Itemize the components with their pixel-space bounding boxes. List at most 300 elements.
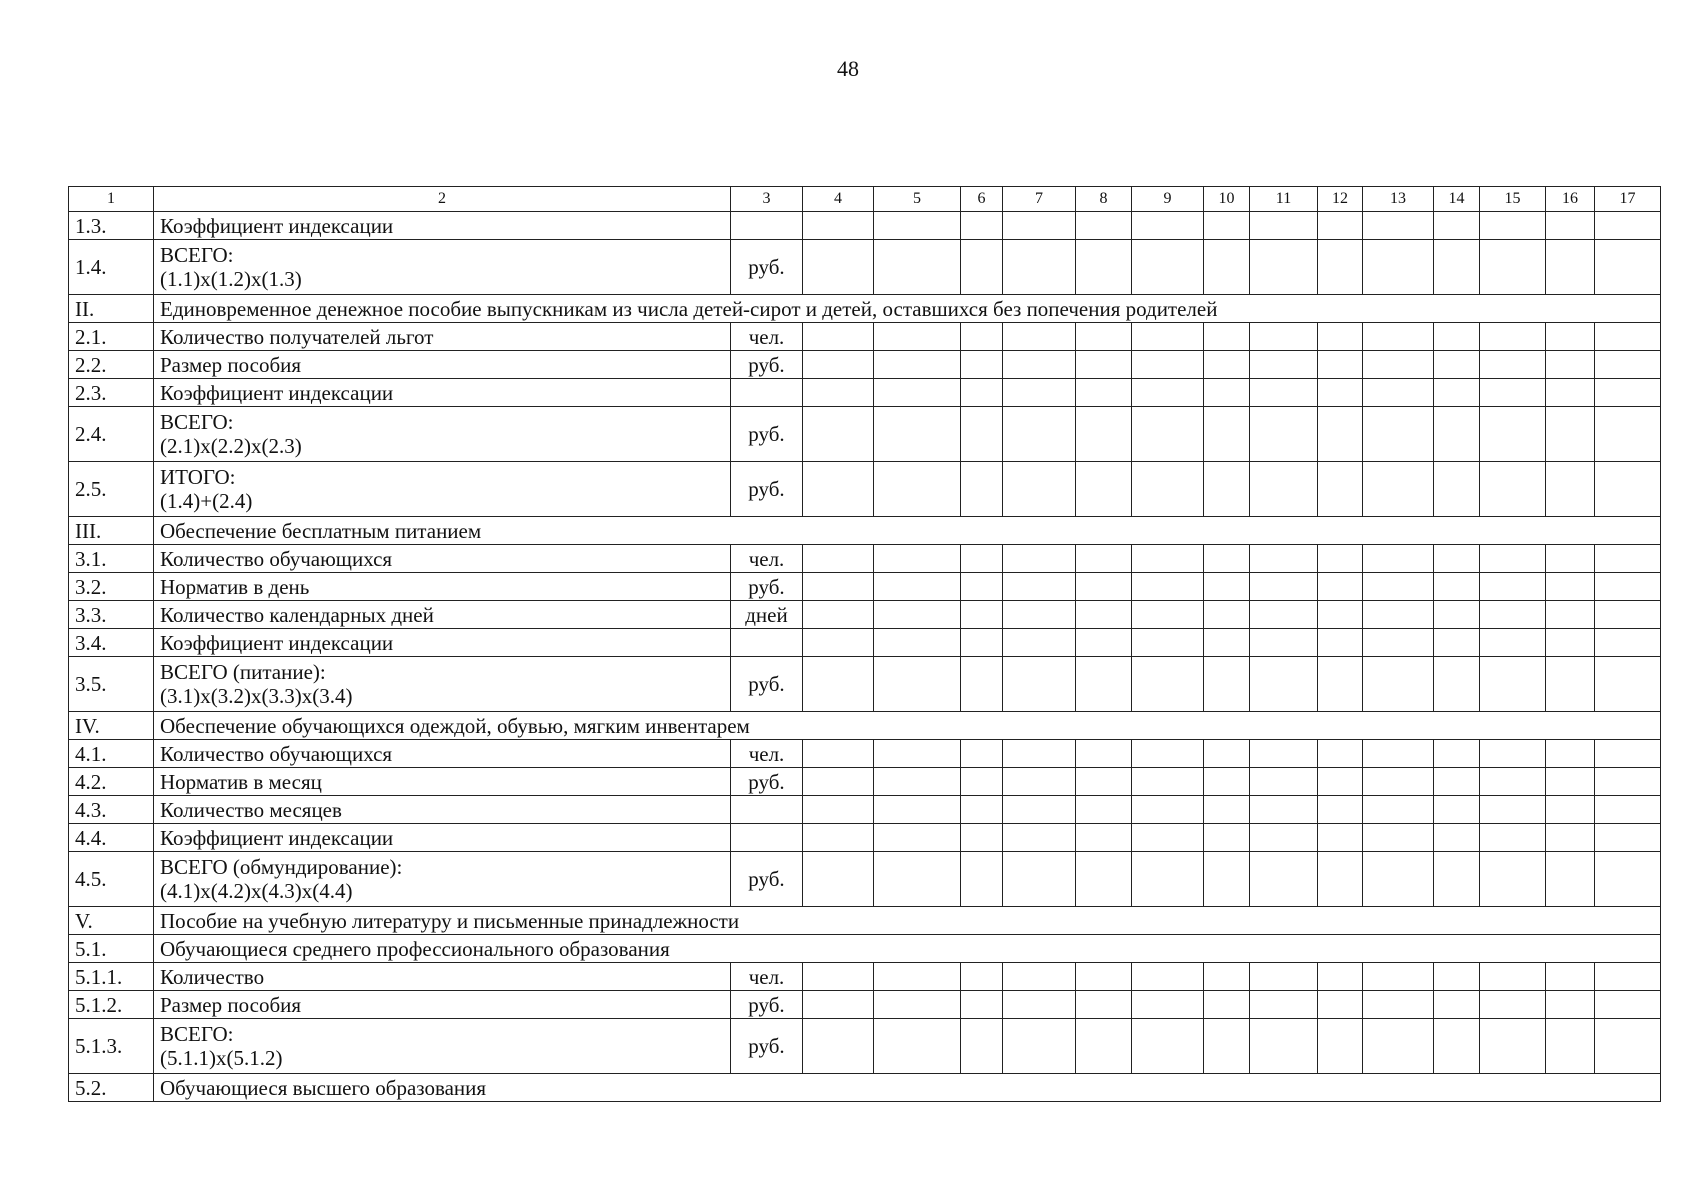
value-cell <box>1546 796 1595 824</box>
value-cell <box>1595 351 1661 379</box>
value-cell <box>803 545 874 573</box>
value-cell <box>1318 407 1363 462</box>
unit-cell: дней <box>731 601 803 629</box>
value-cell <box>803 963 874 991</box>
value-cell <box>961 212 1003 240</box>
value-cell <box>1076 991 1132 1019</box>
row-label-text: Количество обучающихся <box>160 546 393 571</box>
unit-cell: руб. <box>731 240 803 295</box>
value-cell <box>1204 657 1250 712</box>
value-cell <box>1132 212 1204 240</box>
value-cell <box>1204 796 1250 824</box>
row-label-text: ВСЕГО: <box>160 410 234 434</box>
value-cell <box>1546 351 1595 379</box>
value-cell <box>1318 379 1363 407</box>
value-cell <box>1480 462 1546 517</box>
value-cell <box>874 462 961 517</box>
value-cell <box>1076 657 1132 712</box>
value-cell <box>1480 796 1546 824</box>
table-row <box>69 796 1661 824</box>
unit-cell: руб. <box>731 462 803 517</box>
row-formula: (1.4)+(2.4) <box>160 489 253 513</box>
value-cell <box>803 824 874 852</box>
value-cell <box>803 462 874 517</box>
value-cell <box>1434 323 1480 351</box>
value-cell <box>803 1019 874 1074</box>
value-cell <box>1546 407 1595 462</box>
value-cell <box>1132 796 1204 824</box>
value-cell <box>1318 991 1363 1019</box>
row-label <box>154 240 731 295</box>
column-header: 5 <box>874 187 961 212</box>
value-cell <box>1480 545 1546 573</box>
table-row <box>69 768 1661 796</box>
value-cell <box>874 963 961 991</box>
value-cell <box>1480 852 1546 907</box>
value-cell <box>1003 407 1076 462</box>
value-cell <box>1204 573 1250 601</box>
value-cell <box>1204 545 1250 573</box>
value-cell <box>1204 991 1250 1019</box>
value-cell <box>1076 824 1132 852</box>
value-cell <box>803 991 874 1019</box>
value-cell <box>1250 240 1318 295</box>
value-cell <box>1132 657 1204 712</box>
value-cell <box>1546 573 1595 601</box>
value-cell <box>1003 740 1076 768</box>
value-cell <box>1132 629 1204 657</box>
column-header: 9 <box>1132 187 1204 212</box>
row-label-text: Количество календарных дней <box>160 602 434 627</box>
value-cell <box>1204 824 1250 852</box>
row-label <box>154 462 731 517</box>
value-cell <box>1595 323 1661 351</box>
value-cell <box>1318 657 1363 712</box>
column-header: 3 <box>731 187 803 212</box>
value-cell <box>874 407 961 462</box>
value-cell <box>1546 740 1595 768</box>
value-cell <box>961 796 1003 824</box>
value-cell <box>1132 740 1204 768</box>
row-number: 2.1. <box>69 323 154 351</box>
value-cell <box>1076 407 1132 462</box>
value-cell <box>1132 407 1204 462</box>
value-cell <box>803 629 874 657</box>
value-cell <box>1546 545 1595 573</box>
value-cell <box>961 768 1003 796</box>
value-cell <box>1480 740 1546 768</box>
row-number: 3.2. <box>69 573 154 601</box>
value-cell <box>1318 573 1363 601</box>
value-cell <box>1132 545 1204 573</box>
value-cell <box>803 601 874 629</box>
value-cell <box>1434 240 1480 295</box>
row-label <box>154 824 731 852</box>
value-cell <box>1546 1019 1595 1074</box>
section-row <box>69 712 1661 740</box>
value-cell <box>1546 768 1595 796</box>
row-label <box>154 573 731 601</box>
column-header: 2 <box>154 187 731 212</box>
value-cell <box>1363 963 1434 991</box>
value-cell <box>1318 1019 1363 1074</box>
value-cell <box>961 240 1003 295</box>
value-cell <box>803 796 874 824</box>
value-cell <box>1250 573 1318 601</box>
value-cell <box>1434 1019 1480 1074</box>
value-cell <box>1204 601 1250 629</box>
value-cell <box>1003 323 1076 351</box>
value-cell <box>1363 407 1434 462</box>
value-cell <box>1076 768 1132 796</box>
section-title: Пособие на учебную литературу и письменные принадлежности <box>154 907 1661 935</box>
value-cell <box>874 852 961 907</box>
value-cell <box>1076 629 1132 657</box>
table-row <box>69 379 1661 407</box>
value-cell <box>1076 963 1132 991</box>
row-label <box>154 657 731 712</box>
value-cell <box>1318 462 1363 517</box>
value-cell <box>874 796 961 824</box>
value-cell <box>1076 240 1132 295</box>
value-cell <box>1132 351 1204 379</box>
value-cell <box>1250 351 1318 379</box>
table-row <box>69 462 1661 517</box>
row-label-text: Количество обучающихся <box>160 741 393 766</box>
row-label <box>154 796 731 824</box>
value-cell <box>1546 991 1595 1019</box>
value-cell <box>1003 545 1076 573</box>
value-cell <box>1132 601 1204 629</box>
value-cell <box>1076 796 1132 824</box>
unit-cell: руб. <box>731 768 803 796</box>
value-cell <box>874 351 961 379</box>
row-number: 5.1. <box>69 935 154 963</box>
value-cell <box>1546 212 1595 240</box>
value-cell <box>1250 824 1318 852</box>
row-label <box>154 323 731 351</box>
value-cell <box>1318 963 1363 991</box>
value-cell <box>1204 768 1250 796</box>
value-cell <box>1434 796 1480 824</box>
value-cell <box>1363 657 1434 712</box>
value-cell <box>1546 963 1595 991</box>
row-label-text: Коэффициент индексации <box>160 630 394 655</box>
value-cell <box>1434 963 1480 991</box>
value-cell <box>1434 351 1480 379</box>
value-cell <box>1363 379 1434 407</box>
value-cell <box>1003 824 1076 852</box>
row-label <box>154 212 731 240</box>
page-number: 48 <box>837 56 859 81</box>
value-cell <box>1480 351 1546 379</box>
value-cell <box>803 323 874 351</box>
unit-cell: руб. <box>731 991 803 1019</box>
value-cell <box>1434 768 1480 796</box>
value-cell <box>1003 601 1076 629</box>
row-number: 4.1. <box>69 740 154 768</box>
value-cell <box>1003 796 1076 824</box>
value-cell <box>1363 323 1434 351</box>
unit-cell <box>731 629 803 657</box>
row-number: 3.1. <box>69 545 154 573</box>
row-label-text: Коэффициент индексации <box>160 380 394 405</box>
value-cell <box>1595 601 1661 629</box>
column-header: 12 <box>1318 187 1363 212</box>
row-label-text: Количество <box>160 964 265 989</box>
row-label <box>154 768 731 796</box>
value-cell <box>961 657 1003 712</box>
value-cell <box>1076 573 1132 601</box>
row-label <box>154 629 731 657</box>
column-header: 15 <box>1480 187 1546 212</box>
row-number: V. <box>69 907 154 935</box>
value-cell <box>1204 1019 1250 1074</box>
value-cell <box>1480 657 1546 712</box>
row-number: 5.1.2. <box>69 991 154 1019</box>
value-cell <box>1363 852 1434 907</box>
unit-cell <box>731 824 803 852</box>
value-cell <box>1204 212 1250 240</box>
value-cell <box>1363 629 1434 657</box>
row-label-text: Коэффициент индексации <box>160 825 394 850</box>
value-cell <box>1595 545 1661 573</box>
value-cell <box>1003 963 1076 991</box>
unit-cell <box>731 796 803 824</box>
value-cell <box>1434 407 1480 462</box>
value-cell <box>1003 657 1076 712</box>
value-cell <box>1003 462 1076 517</box>
table-row <box>69 601 1661 629</box>
value-cell <box>1003 1019 1076 1074</box>
value-cell <box>1363 573 1434 601</box>
value-cell <box>1595 796 1661 824</box>
value-cell <box>1546 824 1595 852</box>
value-cell <box>961 545 1003 573</box>
row-label <box>154 991 731 1019</box>
value-cell <box>1363 1019 1434 1074</box>
value-cell <box>1250 323 1318 351</box>
value-cell <box>1318 351 1363 379</box>
row-number: 3.3. <box>69 601 154 629</box>
value-cell <box>1250 657 1318 712</box>
value-cell <box>1546 323 1595 351</box>
table-row <box>69 963 1661 991</box>
unit-cell: руб. <box>731 407 803 462</box>
table-row <box>69 351 1661 379</box>
row-number: 3.5. <box>69 657 154 712</box>
value-cell <box>1546 462 1595 517</box>
row-number: 2.2. <box>69 351 154 379</box>
table-row <box>69 1019 1661 1074</box>
table-row <box>69 824 1661 852</box>
value-cell <box>1076 212 1132 240</box>
column-header: 1 <box>69 187 154 212</box>
value-cell <box>1480 240 1546 295</box>
budget-table <box>68 186 1661 1102</box>
column-number-row <box>69 187 1661 212</box>
row-label <box>154 407 731 462</box>
value-cell <box>1204 323 1250 351</box>
value-cell <box>1595 212 1661 240</box>
value-cell <box>1204 963 1250 991</box>
value-cell <box>1546 657 1595 712</box>
value-cell <box>1076 740 1132 768</box>
row-formula: (2.1)x(2.2)x(2.3) <box>160 434 302 458</box>
row-number: 2.4. <box>69 407 154 462</box>
row-label <box>154 963 731 991</box>
value-cell <box>1076 351 1132 379</box>
value-cell <box>1204 407 1250 462</box>
value-cell <box>1318 323 1363 351</box>
value-cell <box>1250 462 1318 517</box>
value-cell <box>961 323 1003 351</box>
value-cell <box>1595 407 1661 462</box>
row-label-text: ВСЕГО: <box>160 243 234 267</box>
value-cell <box>961 407 1003 462</box>
value-cell <box>1546 379 1595 407</box>
value-cell <box>1250 545 1318 573</box>
value-cell <box>874 824 961 852</box>
column-header: 10 <box>1204 187 1250 212</box>
value-cell <box>1003 240 1076 295</box>
table-body <box>69 187 1661 1102</box>
value-cell <box>1250 768 1318 796</box>
row-number: III. <box>69 517 154 545</box>
table-row <box>69 629 1661 657</box>
row-label-text: Количество месяцев <box>160 797 342 822</box>
row-label <box>154 379 731 407</box>
value-cell <box>1250 1019 1318 1074</box>
value-cell <box>1595 991 1661 1019</box>
value-cell <box>874 323 961 351</box>
value-cell <box>1250 963 1318 991</box>
value-cell <box>874 740 961 768</box>
value-cell <box>1204 379 1250 407</box>
table-row <box>69 323 1661 351</box>
value-cell <box>1480 379 1546 407</box>
value-cell <box>961 379 1003 407</box>
row-label-text: ВСЕГО (питание): <box>160 660 326 684</box>
row-label-text: Размер пособия <box>160 352 302 377</box>
section-row <box>69 517 1661 545</box>
row-label <box>154 1019 731 1074</box>
section-row <box>69 935 1661 963</box>
section-title: Обучающиеся среднего профессионального образования <box>154 935 1661 963</box>
value-cell <box>1003 852 1076 907</box>
row-number: 4.3. <box>69 796 154 824</box>
row-number: 1.3. <box>69 212 154 240</box>
value-cell <box>1318 768 1363 796</box>
value-cell <box>803 240 874 295</box>
value-cell <box>1434 852 1480 907</box>
value-cell <box>1076 323 1132 351</box>
value-cell <box>1250 379 1318 407</box>
column-header: 14 <box>1434 187 1480 212</box>
value-cell <box>1250 796 1318 824</box>
row-label <box>154 545 731 573</box>
value-cell <box>1318 601 1363 629</box>
value-cell <box>874 573 961 601</box>
value-cell <box>1480 963 1546 991</box>
table-row <box>69 740 1661 768</box>
value-cell <box>874 545 961 573</box>
column-header: 4 <box>803 187 874 212</box>
value-cell <box>1434 462 1480 517</box>
value-cell <box>961 462 1003 517</box>
unit-cell: чел. <box>731 323 803 351</box>
row-number: 5.1.3. <box>69 1019 154 1074</box>
value-cell <box>1595 657 1661 712</box>
value-cell <box>1546 629 1595 657</box>
unit-cell: чел. <box>731 545 803 573</box>
column-header: 11 <box>1250 187 1318 212</box>
value-cell <box>874 629 961 657</box>
value-cell <box>1003 629 1076 657</box>
value-cell <box>961 573 1003 601</box>
value-cell <box>1076 601 1132 629</box>
row-label <box>154 601 731 629</box>
row-label <box>154 351 731 379</box>
value-cell <box>1003 351 1076 379</box>
value-cell <box>1546 601 1595 629</box>
table-row <box>69 573 1661 601</box>
value-cell <box>1434 991 1480 1019</box>
table-row <box>69 212 1661 240</box>
section-title: Обеспечение бесплатным питанием <box>154 517 1661 545</box>
value-cell <box>1204 629 1250 657</box>
value-cell <box>1204 351 1250 379</box>
value-cell <box>1132 768 1204 796</box>
row-formula: (3.1)x(3.2)x(3.3)x(3.4) <box>160 684 353 708</box>
section-row <box>69 907 1661 935</box>
section-row <box>69 1074 1661 1102</box>
value-cell <box>961 963 1003 991</box>
value-cell <box>1480 991 1546 1019</box>
value-cell <box>1250 991 1318 1019</box>
value-cell <box>1318 240 1363 295</box>
value-cell <box>874 379 961 407</box>
unit-cell <box>731 379 803 407</box>
value-cell <box>803 212 874 240</box>
value-cell <box>874 240 961 295</box>
table-row <box>69 852 1661 907</box>
value-cell <box>1363 824 1434 852</box>
value-cell <box>1076 462 1132 517</box>
value-cell <box>961 852 1003 907</box>
column-header: 6 <box>961 187 1003 212</box>
value-cell <box>1132 462 1204 517</box>
unit-cell: руб. <box>731 1019 803 1074</box>
value-cell <box>1318 796 1363 824</box>
value-cell <box>1076 545 1132 573</box>
value-cell <box>1480 573 1546 601</box>
value-cell <box>1480 768 1546 796</box>
value-cell <box>1318 824 1363 852</box>
row-number: 3.4. <box>69 629 154 657</box>
value-cell <box>961 351 1003 379</box>
unit-cell: чел. <box>731 740 803 768</box>
value-cell <box>1595 573 1661 601</box>
value-cell <box>803 573 874 601</box>
unit-cell: руб. <box>731 351 803 379</box>
unit-cell <box>731 212 803 240</box>
row-label-text: Норматив в день <box>160 574 310 599</box>
value-cell <box>1595 1019 1661 1074</box>
value-cell <box>1132 573 1204 601</box>
row-number: 4.4. <box>69 824 154 852</box>
value-cell <box>1250 212 1318 240</box>
